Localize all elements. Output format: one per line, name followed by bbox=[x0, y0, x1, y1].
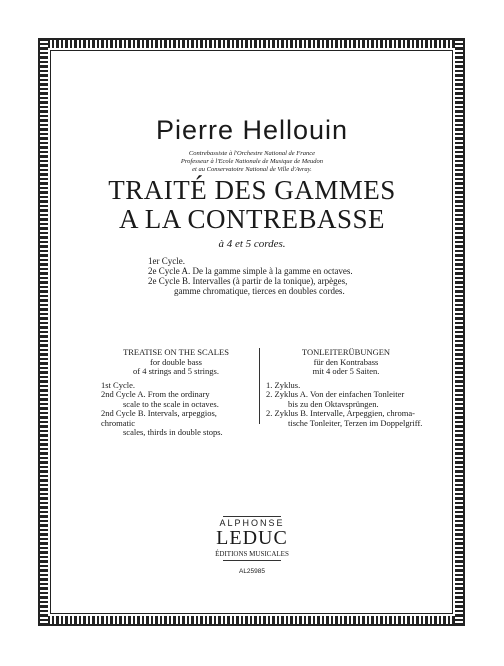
heading-line: für den Kontrabass bbox=[313, 356, 379, 367]
title-line: TRAITÉ DES GAMMES bbox=[108, 175, 396, 205]
german-heading bbox=[266, 348, 426, 377]
publisher-rule-top bbox=[223, 516, 281, 517]
heading-line: of 4 strings and 5 strings. bbox=[133, 366, 219, 376]
composer-name: Pierre Hellouin bbox=[155, 115, 349, 145]
page-title bbox=[0, 176, 504, 234]
cycle-line: 1er Cycle. bbox=[148, 256, 185, 266]
catalog-code: AL25985 bbox=[238, 568, 266, 575]
title-line: A LA CONTREBASSE bbox=[118, 204, 386, 234]
english-column bbox=[101, 348, 251, 438]
english-heading bbox=[101, 348, 251, 377]
heading-line: TONLEITERÜBUNGEN bbox=[301, 347, 391, 357]
heading-line: for double bass bbox=[150, 356, 202, 367]
cycle-line: gamme chromatique, tierces en doubles cordes. bbox=[174, 286, 345, 296]
composer-credits bbox=[0, 150, 504, 174]
subtitle: à 4 et 5 cordes. bbox=[218, 238, 286, 250]
cycle-line: 2. Zyklus A. Von der einfachen Tonleiter bbox=[266, 389, 405, 399]
publisher-rule-bottom bbox=[223, 560, 281, 561]
cycle-line: 2. Zyklus B. Intervalle, Arpeggien, chroma- bbox=[266, 408, 415, 418]
cycle-line: 1. Zyklus. bbox=[266, 379, 301, 390]
cycle-line: 1st Cycle. bbox=[101, 379, 135, 390]
cycle-line: 2e Cycle A. De la gamme simple à la gamme en octaves. bbox=[148, 266, 353, 276]
cycles-french bbox=[148, 256, 388, 296]
german-cycles bbox=[266, 381, 426, 429]
heading-line: mit 4 oder 5 Saiten. bbox=[312, 366, 380, 376]
cycle-line: scale to the scale in octaves. bbox=[123, 398, 219, 409]
column-divider bbox=[259, 348, 260, 424]
publisher-name-line1: ALPHONSE bbox=[219, 518, 285, 528]
credit-line: et au Conservatoire National de Ville d'Avray. bbox=[192, 166, 312, 173]
cycle-line: bis zu den Oktavsprüngen. bbox=[288, 398, 379, 409]
cycle-line: 2nd Cycle B. Intervals, arpeggios, chromatic bbox=[101, 408, 217, 428]
cycle-line: scales, thirds in double stops. bbox=[123, 427, 223, 437]
heading-line: TREATISE ON THE SCALES bbox=[123, 347, 229, 357]
credit-line: Professeur à l'Ecole Nationale de Musique de Meudon bbox=[180, 158, 324, 165]
credit-line: Contrebassiste à l'Orchestre National de France bbox=[188, 150, 316, 157]
publisher-subtitle: ÉDITIONS MUSICALES bbox=[215, 550, 289, 558]
cycle-line: 2nd Cycle A. From the ordinary bbox=[101, 389, 210, 399]
cycle-line: tische Tonleiter, Terzen im Doppelgriff. bbox=[288, 417, 423, 428]
english-cycles bbox=[101, 381, 251, 438]
publisher-name-line2: LEDUC bbox=[216, 527, 288, 549]
cycle-line: 2e Cycle B. Intervalles (à partir de la tonique), arpèges, bbox=[148, 276, 348, 286]
german-column bbox=[266, 348, 426, 428]
